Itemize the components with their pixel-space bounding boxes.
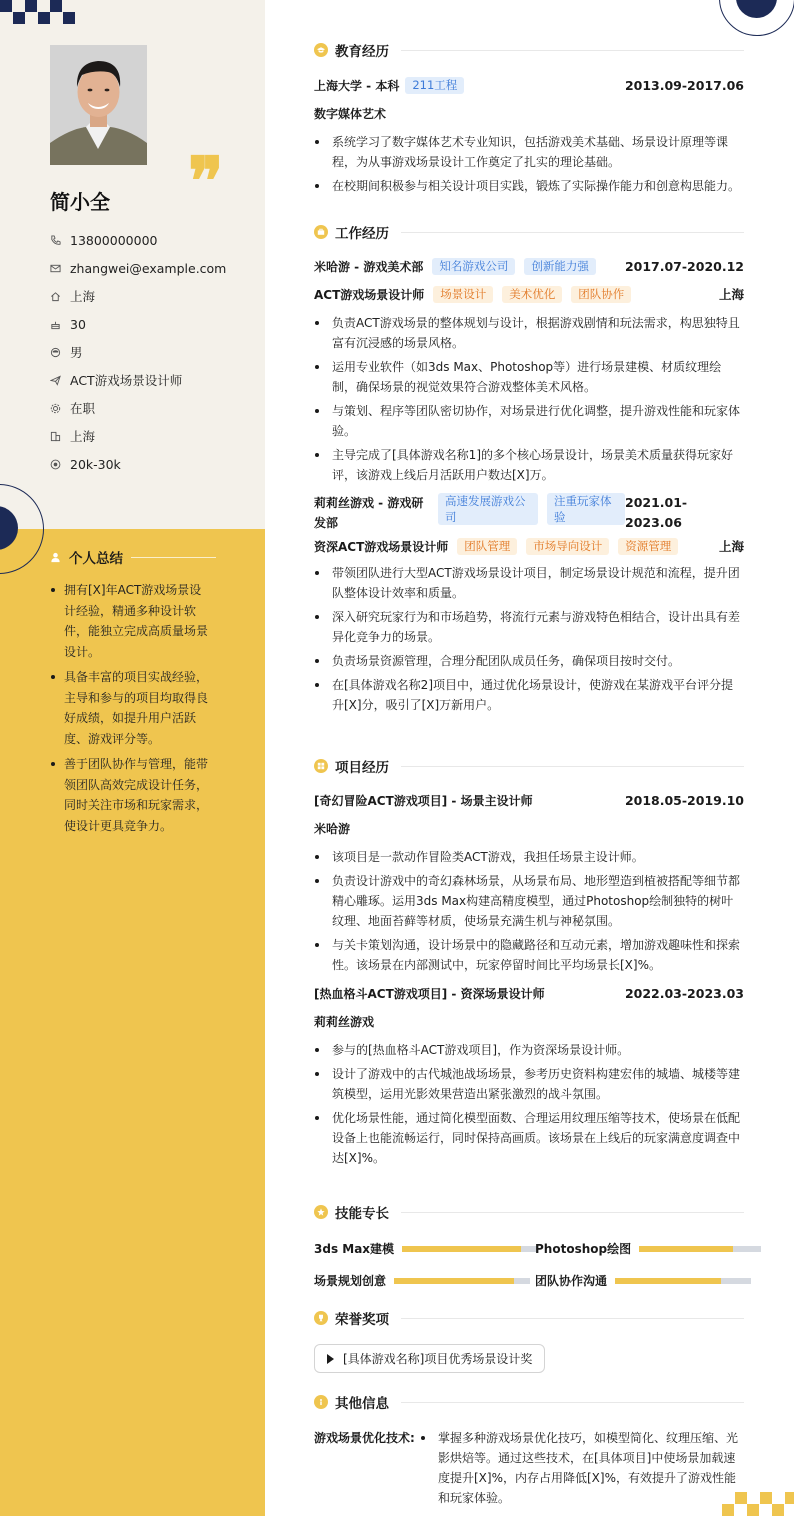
graduation-icon bbox=[314, 43, 328, 57]
person-icon bbox=[50, 552, 61, 563]
list-item: 与策划、程序等团队密切协作，对场景进行优化调整，提升游戏性能和玩家体验。 bbox=[314, 401, 744, 441]
home-icon bbox=[50, 291, 70, 302]
education-list bbox=[314, 132, 744, 196]
list-item: 在[具体游戏名称2]项目中，通过优化场景设计，使游戏在某游戏平台评分提升[X]分，吸引了[X]万新用户。 bbox=[314, 675, 744, 715]
skill-icon bbox=[314, 1205, 328, 1219]
cake-icon bbox=[50, 319, 70, 330]
project-name: [热血格斗ACT游戏项目] - 资深场景设计师 bbox=[314, 987, 545, 1001]
honor-item[interactable]: [具体游戏名称]项目优秀场景设计奖 bbox=[314, 1344, 545, 1373]
skill-item: Photoshop绘图 bbox=[535, 1240, 761, 1257]
date-range: 2018.05-2019.10 bbox=[624, 793, 744, 808]
status-icon bbox=[50, 403, 70, 414]
list-item: 拥有[X]年ACT游戏场景设计经验，精通多种设计软件，能独立完成高质量场景设计。 bbox=[50, 580, 212, 662]
company-name: 莉莉丝游戏 - 游戏研 发部 bbox=[314, 496, 424, 530]
company-name: 米哈游 - 游戏美术部 bbox=[314, 260, 424, 274]
date-range: 2021.01-2023.06 bbox=[625, 495, 688, 530]
job-city: 上海 bbox=[718, 287, 744, 302]
projects-section bbox=[314, 756, 744, 1172]
salary-icon bbox=[50, 459, 70, 470]
list-item: 负责ACT游戏场景的整体规划与设计，根据游戏剧情和玩法需求，构思独特且富有沉浸感的场景风格。 bbox=[314, 313, 744, 353]
info-salary: 20k-30k bbox=[50, 450, 250, 478]
other-info-list bbox=[420, 1428, 744, 1512]
divider bbox=[401, 1318, 744, 1319]
tag: 高速发展游戏公司 bbox=[438, 493, 538, 525]
avatar-photo bbox=[50, 45, 147, 165]
job-duty-list bbox=[314, 313, 744, 485]
info-status: 在职 bbox=[50, 394, 250, 422]
honors-section bbox=[314, 1308, 744, 1328]
skill-item: 场景规划创意 bbox=[314, 1272, 530, 1289]
job-role: ACT游戏场景设计师 bbox=[314, 287, 425, 302]
section-title: 工作经历 bbox=[335, 226, 389, 242]
info-icon bbox=[314, 1395, 328, 1409]
project-org: 莉莉丝游戏 bbox=[314, 1015, 375, 1029]
tag: 场景设计 bbox=[433, 286, 493, 303]
skill-bar bbox=[639, 1246, 761, 1252]
contact-info-list bbox=[50, 226, 250, 478]
divider bbox=[401, 766, 744, 767]
project-list bbox=[314, 847, 744, 975]
section-title: 其他信息 bbox=[335, 1396, 389, 1412]
skills-section bbox=[314, 1202, 744, 1222]
list-item: 在校期间积极参与相关设计项目实践，锻炼了实际操作能力和创意构思能力。 bbox=[314, 176, 744, 196]
summary-heading: 个人总结 bbox=[50, 547, 216, 567]
job-role: 资深ACT游戏场景设计师 bbox=[314, 539, 449, 554]
list-item: 运用专业软件（如3ds Max、Photoshop等）进行场景建模、材质纹理绘制，确保场景的视觉效果符合游戏整体美术风格。 bbox=[314, 357, 744, 397]
tag: 美术优化 bbox=[502, 286, 562, 303]
trophy-icon bbox=[314, 1311, 328, 1325]
divider bbox=[131, 557, 216, 558]
project-icon bbox=[314, 759, 328, 773]
mail-icon bbox=[50, 263, 70, 274]
tag: 团队管理 bbox=[457, 538, 517, 555]
phone-icon bbox=[50, 235, 70, 246]
quote-icon: ❞ bbox=[188, 142, 224, 220]
education-section bbox=[314, 40, 744, 200]
briefcase-icon bbox=[314, 225, 328, 239]
building-icon bbox=[50, 431, 70, 442]
work-section bbox=[314, 222, 744, 719]
tag: 注重玩家体验 bbox=[547, 493, 625, 525]
divider bbox=[401, 232, 744, 233]
job-duty-list bbox=[314, 563, 744, 715]
list-item: 深入研究玩家行为和市场趋势，将流行元素与游戏特色相结合，设计出具有差异化竞争力的场景。 bbox=[314, 607, 744, 647]
section-title: 技能专长 bbox=[335, 1206, 389, 1222]
tag: 资源管理 bbox=[618, 538, 678, 555]
info-location: 上海 bbox=[50, 282, 250, 310]
list-item: 系统学习了数字媒体艺术专业知识，包括游戏美术基础、场景设计原理等课程，为从事游戏场景设计工作奠定了扎实的理论基础。 bbox=[314, 132, 744, 172]
tag: 团队协作 bbox=[571, 286, 631, 303]
info-email: zhangwei@example.com bbox=[50, 254, 250, 282]
divider bbox=[401, 50, 744, 51]
tag: 创新能力强 bbox=[524, 258, 596, 275]
job-city: 上海 bbox=[718, 539, 744, 554]
date-range: 2013.09-2017.06 bbox=[624, 78, 744, 93]
tag: 知名游戏公司 bbox=[432, 258, 515, 275]
other-info-key: 游戏场景优化技术: bbox=[314, 1431, 415, 1445]
info-gender: 男 bbox=[50, 338, 250, 366]
gender-icon bbox=[50, 347, 70, 358]
list-item: 负责设计游戏中的奇幻森林场景，从场景布局、地形塑造到植被搭配等细节都精心雕琢。运用3ds Max构建高精度模型，通过Photoshop绘制独特的树叶纹理、地面苔藓等材质，使场景充满生机与神秘氛围。 bbox=[314, 871, 744, 931]
list-item: 带领团队进行大型ACT游戏场景设计项目，制定场景设计规范和流程，提升团队整体设计效率和质量。 bbox=[314, 563, 744, 603]
list-item: 参与的[热血格斗ACT游戏项目]，作为资深场景设计师。 bbox=[314, 1040, 744, 1060]
play-icon bbox=[327, 1354, 334, 1364]
list-item: 具备丰富的项目实战经验，主导和参与的项目均取得良好成绩，如提升用户活跃度、游戏评分等。 bbox=[50, 667, 212, 749]
other-section bbox=[314, 1392, 744, 1412]
major: 数字媒体艺术 bbox=[314, 107, 387, 121]
circle-decoration-top bbox=[719, 0, 794, 36]
profile-name: 简小全 bbox=[50, 190, 110, 214]
tag: 211工程 bbox=[405, 77, 464, 94]
skill-item: 团队协作沟通 bbox=[535, 1272, 751, 1289]
school-name: 上海大学 - 本科 bbox=[314, 79, 400, 93]
list-item: 该项目是一款动作冒险类ACT游戏，我担任场景主设计师。 bbox=[314, 847, 744, 867]
section-title: 项目经历 bbox=[335, 760, 389, 776]
list-item: 设计了游戏中的古代城池战场场景，参考历史资料构建宏伟的城墙、城楼等建筑模型，运用光影效果营造出紧张激烈的战斗氛围。 bbox=[314, 1064, 744, 1104]
date-range: 2022.03-2023.03 bbox=[624, 986, 744, 1001]
other-info-row bbox=[314, 1428, 744, 1512]
date-range: 2017.07-2020.12 bbox=[624, 259, 744, 274]
project-org: 米哈游 bbox=[314, 822, 351, 836]
project-list bbox=[314, 1040, 744, 1168]
list-item: 优化场景性能，通过简化模型面数、合理运用纹理压缩等技术，使场景在低配设备上也能流畅运行，同时保持高画质。该场景在上线后的玩家满意度调查中达[X]%。 bbox=[314, 1108, 744, 1168]
send-icon bbox=[50, 375, 70, 386]
list-item: 主导完成了[具体游戏名称1]的多个核心场景设计，场景美术质量获得玩家好评，该游戏上线后月活跃用户数达[X]万。 bbox=[314, 445, 744, 485]
list-item: 善于团队协作与管理，能带领团队高效完成设计任务，同时关注市场和玩家需求，使设计更具竞争力。 bbox=[50, 754, 212, 836]
skill-item: 3ds Max建模 bbox=[314, 1240, 537, 1257]
list-item: 负责场景资源管理，合理分配团队成员任务，确保项目按时交付。 bbox=[314, 651, 744, 671]
info-phone: 13800000000 bbox=[50, 226, 250, 254]
section-title: 教育经历 bbox=[335, 44, 389, 60]
info-position: ACT游戏场景设计师 bbox=[50, 366, 250, 394]
skill-bar bbox=[394, 1278, 530, 1284]
tag: 市场导向设计 bbox=[526, 538, 609, 555]
skill-bar bbox=[402, 1246, 537, 1252]
summary-list bbox=[50, 580, 212, 841]
info-city: 上海 bbox=[50, 422, 250, 450]
info-age: 30 bbox=[50, 310, 250, 338]
section-title: 荣誉奖项 bbox=[335, 1312, 389, 1328]
list-item: 掌握多种游戏场景优化技巧，如模型简化、纹理压缩、光影烘焙等。通过这些技术，在[具体项目]中使场景加载速度提升[X]%，内存占用降低[X]%，有效提升了游戏性能和玩家体验。 bbox=[420, 1428, 744, 1508]
divider bbox=[401, 1212, 744, 1213]
project-name: [奇幻冒险ACT游戏项目] - 场景主设计师 bbox=[314, 794, 533, 808]
skill-bar bbox=[615, 1278, 751, 1284]
list-item: 与关卡策划沟通，设计场景中的隐藏路径和互动元素，增加游戏趣味性和探索性。该场景在内部测试中，玩家停留时间比平均场景长[X]%。 bbox=[314, 935, 744, 975]
divider bbox=[401, 1402, 744, 1403]
